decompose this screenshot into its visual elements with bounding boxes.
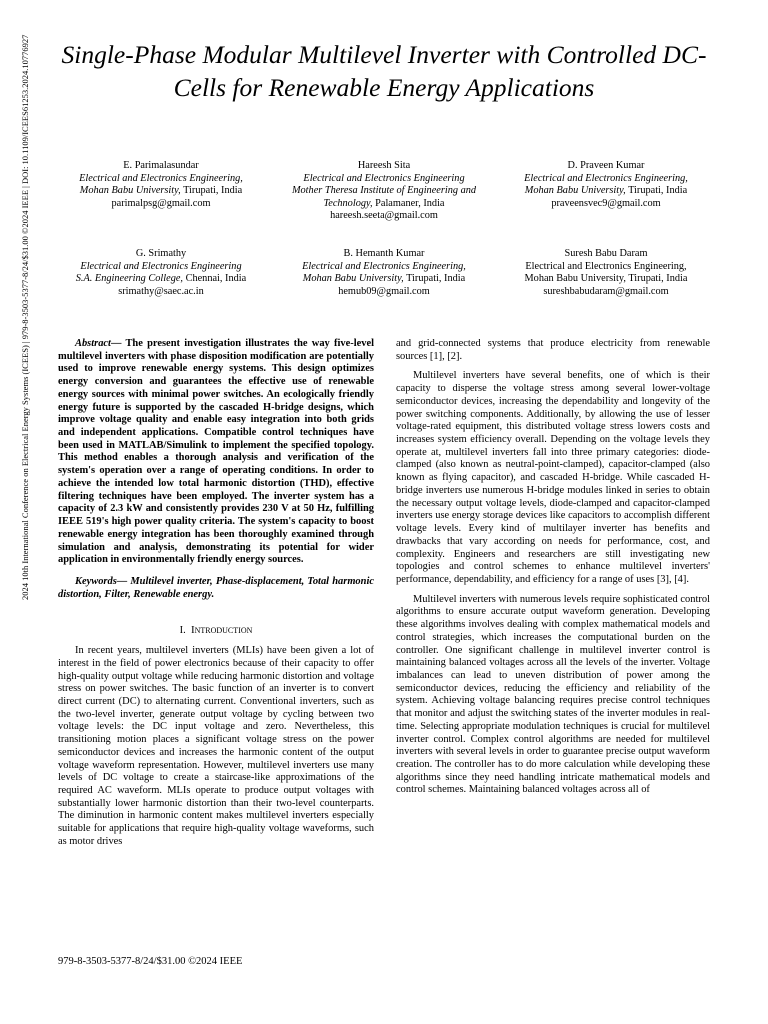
author-affiliation: Mohan Babu University, Tirupati, India	[524, 185, 688, 196]
author-affiliation: Mother Theresa Institute of Engineering and Technology, Palamaner, India	[291, 185, 477, 209]
author-affiliation: S.A. Engineering College, Chennai, India	[75, 273, 247, 284]
keywords-label: Keywords	[75, 575, 117, 587]
author-email[interactable]: parimalpsg@gmail.com	[111, 197, 211, 209]
author-affiliation: Mohan Babu University, Tirupati, India	[302, 273, 466, 284]
section-title: Introduction	[190, 624, 253, 637]
author-name: Suresh Babu Daram	[564, 248, 648, 259]
paragraph: Multilevel inverters have several benefits, one of which is their capacity to disperse the voltage stress among several lower-voltage semiconductor devices, increasing the dependability and longevity of the power switching components. Additionally, by allowing the use of lesser voltage-rated equipment, this distributed voltage stress lowers costs and increases system efficiency overall. Depending on the voltage levels they operate at, multilevel inverters fall into three primary categories: diode-clamped (also known as neutral-point-clamped), capacitor-clamped (also known as flying capacitor), and cascaded H-bridge. While cascaded H-bridge inverters use numerous H-bridge modules linked in series to obtain the necessary output voltage levels, diode-clamped and capacitor-clamped inverters use energy storage devices like capacitors to accomplish different voltage levels. Every kind of multilayer inverter has benefits and drawbacks that vary according on needs for performance, cost, and complexity. Engineers and researchers are still investigating new topologies and control schemes to enhance multilevel inverters' performance, dependability, and efficiency for a range of uses [3], [4].	[396, 370, 710, 585]
keywords	[58, 576, 374, 601]
abstract-label: Abstract	[75, 338, 111, 349]
author-email[interactable]: hemub09@gmail.com	[338, 285, 430, 297]
abstract	[58, 338, 374, 567]
author-name: E. Parimalasundar	[123, 160, 199, 171]
author-name: B. Hemanth Kumar	[343, 248, 425, 259]
author-block	[46, 248, 276, 298]
author-email[interactable]: srimathy@saec.ac.in	[118, 285, 204, 297]
side-note: 2024 10th International Conference on Electrical Energy Systems (ICEES) | 979-8-3503-5377-8/24/$31.00 ©2024 IEEE | DOI: 10.1109/ICEES61253.2024.10776927	[20, 34, 30, 600]
author-affiliation: Mohan Babu University, Tirupati, India	[524, 273, 688, 284]
copyright-footer: 979-8-3503-5377-8/24/$31.00 ©2024 IEEE	[58, 956, 243, 967]
author-dept: Electrical and Electronics Engineering,	[524, 172, 688, 184]
author-email[interactable]: sureshbabudaram@gmail.com	[543, 285, 669, 297]
author-name: Hareesh Sita	[357, 160, 411, 171]
paragraph: and grid-connected systems that produce electricity from renewable sources [1], [2].	[396, 338, 710, 362]
author-block	[269, 248, 499, 298]
section-heading	[58, 624, 374, 638]
author-dept: Electrical and Electronics Engineering,	[525, 260, 687, 272]
author-dept: Electrical and Electronics Engineering,	[79, 172, 243, 184]
paragraph: In recent years, multilevel inverters (MLIs) have been given a lot of interest in the field of power electronics because of their capacity to offer high-quality output voltage while reducing harmonic distortion and voltage stress on power switches. The basic function of an inverter is to convert direct current (DC) to alternating current. Conventional inverters, such as the two-level inverter, generate output voltage by cycling between two voltage levels: the DC input voltage and zero. Nevertheless, this transitioning motion places a significant voltage stress on the power semiconductor devices and increases the harmonic content of the output voltage waveform representation. However, multilevel inverters use many levels of DC voltage to create a staircase-like approximations of the required AC waveform. MLIs operate to produce output voltages with substantially lower harmonic distortion than their two-level counterparts. The diminution in harmonic content makes multilevel inverters especially suitable for applications that require high-quality voltage waveforms, such as motor drives	[58, 645, 374, 847]
abstract-text: — The present investigation illustrates the way five-level multilevel inverters with phase disposition modification are potentially used to improve renewable energy systems. This design optimizes energy conversion and guarantees the effective use of renewable energy sources with minimal power switches. An ecologically friendly energy future is supported by the cascaded H-bridge designs, which improve voltage quality and enable easy integration into both grids and independent applications. Compatible control techniques have been used in MATLAB/Simulink to implement the specified topology. This method enables a thorough analysis and verification of the system's operation over a range of operating conditions. In order to achieve the intended low total harmonic distortion (THD), effective filtering techniques have been employed. The inverter system has a capacity of 2.3 kW and consistently provides 230 V at 50 Hz, fulfilling IEEE 519's high power quality criteria. The system's capacity to boost renewable energy integration has been thoroughly examined through simulation and analysis, demonstrating its potential for wider application in environmentally friendly energy sources.	[58, 338, 374, 566]
author-email[interactable]: hareesh.seeta@gmail.com	[330, 210, 438, 221]
author-block	[46, 160, 276, 210]
keywords-text: — Multilevel inverter, Phase-displacement, Total harmonic distortion, Filter, Renewable energy.	[58, 575, 374, 600]
author-dept: Electrical and Electronics Engineering,	[302, 260, 466, 272]
section-number: I.	[179, 625, 186, 637]
author-dept: Electrical and Electronics Engineering	[303, 172, 465, 184]
author-affiliation: Mohan Babu University, Tirupati, India	[79, 185, 243, 196]
left-column	[58, 338, 374, 849]
author-dept: Electrical and Electronics Engineering	[80, 260, 242, 272]
author-block	[491, 160, 721, 210]
author-name: G. Srimathy	[135, 248, 187, 259]
author-block	[491, 248, 721, 298]
right-column	[396, 338, 710, 797]
author-name: D. Praveen Kumar	[567, 160, 645, 171]
author-email[interactable]: praveensvec9@gmail.com	[551, 197, 661, 209]
paragraph: Multilevel inverters with numerous levels require sophisticated control algorithms to ensure accurate output waveform generation. Developing these algorithms involves dealing with complex mathematical models and control strategies, which increases the computational burden on the controller. One significant challenge in multilevel inverter control is maintaining balanced voltages across all the levels of the inverter. Voltage imbalances can lead to uneven distribution of power among the semiconductor devices, reducing the efficiency and reliability of the system. Achieving voltage balancing requires precise control techniques that monitor and adjust the switching states of the inverter modules in real-time. Selecting appropriate modulation techniques is crucial for multilevel inverter control. Complex control algorithms are needed for multilevel inverters with several levels in order to guarantee precise output waveform creation. The controller has to do more calculation while developing these algorithms since they need handling intricate mathematical models and control schemes. Maintaining balanced voltages across all of	[396, 593, 710, 796]
paper-title: Single-Phase Modular Multilevel Inverter with Controlled DC-Cells for Renewable Energy Applications	[61, 40, 707, 102]
author-block	[269, 160, 499, 223]
